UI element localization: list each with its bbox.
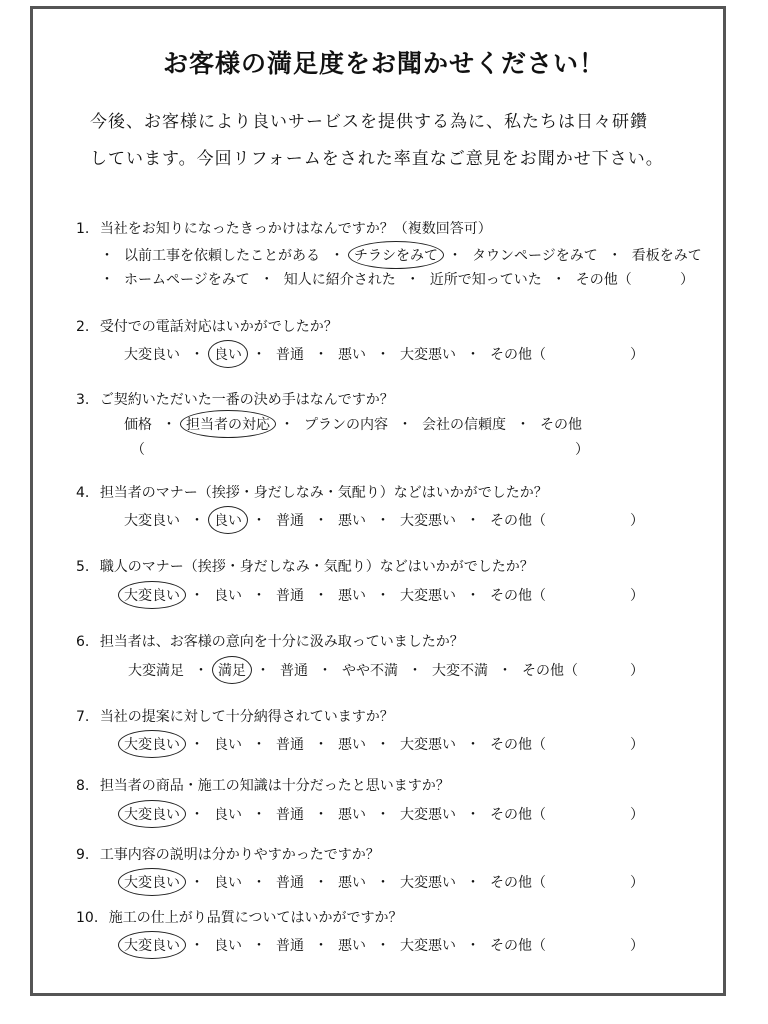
answer-option[interactable]: 大変悪い bbox=[400, 347, 456, 363]
question-9 bbox=[76, 844, 380, 864]
answer-row bbox=[124, 935, 556, 955]
separator: ・ bbox=[252, 938, 266, 954]
closing-paren: ） bbox=[630, 737, 644, 753]
answer-option[interactable]: 悪い bbox=[338, 737, 366, 753]
separator: ・ bbox=[314, 347, 328, 363]
answer-option-circled[interactable]: 大変良い bbox=[124, 734, 180, 754]
answer-option[interactable]: 悪い bbox=[338, 875, 366, 891]
answer-option[interactable]: 悪い bbox=[338, 588, 366, 604]
separator: ・ bbox=[194, 663, 208, 679]
separator: ・ bbox=[314, 938, 328, 954]
answer-option[interactable]: 普通 bbox=[280, 663, 308, 679]
question-3 bbox=[76, 389, 394, 409]
answer-option-circled[interactable]: 大変良い bbox=[124, 872, 180, 892]
closing-paren: ） bbox=[630, 588, 644, 604]
answer-option-circled[interactable]: 大変良い bbox=[124, 935, 180, 955]
survey-title: お客様の満足度をお聞かせください！ bbox=[162, 49, 605, 78]
answer-option[interactable]: その他 bbox=[540, 417, 582, 433]
answer-option[interactable]: その他（ bbox=[490, 588, 546, 604]
separator: ・ bbox=[466, 347, 480, 363]
closing-paren: ） bbox=[575, 442, 589, 458]
answer-option[interactable]: 普通 bbox=[276, 347, 304, 363]
answer-option[interactable]: 大変悪い bbox=[400, 513, 456, 529]
answer-option[interactable]: その他（ bbox=[490, 737, 546, 753]
answer-option-circled[interactable]: 良い bbox=[214, 344, 242, 364]
closing-paren: ） bbox=[630, 875, 644, 891]
answer-row bbox=[100, 245, 712, 265]
separator: ・ bbox=[190, 875, 204, 891]
separator: ・ bbox=[448, 248, 462, 264]
answer-row bbox=[124, 585, 556, 605]
answer-option[interactable]: 良い bbox=[214, 938, 242, 954]
answer-option[interactable]: ホームページをみて bbox=[124, 272, 250, 288]
answer-option-circled[interactable]: 担当者の対応 bbox=[186, 414, 270, 434]
separator: ・ bbox=[376, 737, 390, 753]
separator: ・ bbox=[256, 663, 270, 679]
question-2 bbox=[76, 316, 338, 336]
answer-option[interactable]: 知人に紹介された bbox=[283, 272, 396, 288]
question-number: 10. bbox=[76, 910, 103, 926]
separator: ・ bbox=[252, 737, 266, 753]
answer-option[interactable]: 大変良い bbox=[124, 513, 180, 529]
question-10 bbox=[76, 907, 402, 927]
separator: ・ bbox=[252, 807, 266, 823]
separator: ・ bbox=[314, 588, 328, 604]
separator: ・ bbox=[330, 248, 344, 264]
question-text: 担当者の商品・施工の知識は十分だったと思いますか？ bbox=[99, 778, 450, 794]
separator: ・ bbox=[408, 663, 422, 679]
answer-option[interactable]: 普通 bbox=[276, 938, 304, 954]
answer-option[interactable]: 以前工事を依頼したことがある bbox=[124, 248, 320, 264]
answer-row bbox=[131, 439, 155, 459]
answer-option[interactable]: その他（ bbox=[522, 663, 578, 679]
answer-option[interactable]: 良い bbox=[214, 807, 242, 823]
question-text: 職人のマナー（挨拶・身だしなみ・気配り）などはいかがでしたか？ bbox=[99, 559, 534, 575]
separator: ・ bbox=[466, 737, 480, 753]
question-1 bbox=[76, 218, 492, 238]
answer-option[interactable]: その他（ bbox=[490, 938, 546, 954]
separator: ・ bbox=[516, 417, 530, 433]
question-number: 8. bbox=[76, 778, 94, 794]
answer-option[interactable]: 普通 bbox=[276, 588, 304, 604]
separator: ・ bbox=[190, 347, 204, 363]
answer-option[interactable]: 大変悪い bbox=[400, 737, 456, 753]
separator: ・ bbox=[398, 417, 412, 433]
answer-option[interactable]: 悪い bbox=[338, 513, 366, 529]
separator: ・ bbox=[162, 417, 176, 433]
separator: ・ bbox=[252, 347, 266, 363]
question-text: 当社の提案に対して十分納得されていますか？ bbox=[99, 709, 394, 725]
answer-option[interactable]: 大変不満 bbox=[432, 663, 488, 679]
separator: ・ bbox=[466, 938, 480, 954]
answer-option-circled[interactable]: 満足 bbox=[218, 660, 246, 680]
separator: ・ bbox=[376, 875, 390, 891]
separator: ・ bbox=[252, 513, 266, 529]
question-number: 2. bbox=[76, 319, 94, 335]
separator: ・ bbox=[318, 663, 332, 679]
answer-option-circled[interactable]: チラシをみて bbox=[354, 245, 438, 265]
intro-line-2: しています。今回リフォームをされた率直なご意見をお聞かせ下さい。 bbox=[90, 149, 664, 169]
answer-option[interactable]: 普通 bbox=[276, 875, 304, 891]
answer-option[interactable]: 看板をみて bbox=[631, 248, 702, 264]
answer-option[interactable]: 良い bbox=[214, 737, 242, 753]
question-6 bbox=[76, 631, 464, 651]
answer-option[interactable]: 大変悪い bbox=[400, 807, 456, 823]
question-text: 施工の仕上がり品質についてはいかがですか？ bbox=[108, 910, 403, 926]
question-4 bbox=[76, 482, 548, 502]
question-7 bbox=[76, 706, 394, 726]
separator: ・ bbox=[314, 513, 328, 529]
question-8 bbox=[76, 775, 450, 795]
separator: ・ bbox=[376, 347, 390, 363]
question-number: 5. bbox=[76, 559, 94, 575]
separator: ・ bbox=[405, 272, 420, 288]
separator: ・ bbox=[252, 875, 266, 891]
question-text: 当社をお知りになったきっかけはなんですか？（複数回答可） bbox=[99, 221, 492, 237]
separator: ・ bbox=[280, 417, 294, 433]
answer-row bbox=[124, 510, 556, 530]
intro-line-1: 今後、お客様により良いサービスを提供する為に、私たちは日々研鑽 bbox=[90, 112, 648, 132]
answer-option[interactable]: その他（ bbox=[490, 347, 546, 363]
separator: ・ bbox=[376, 807, 390, 823]
answer-option[interactable]: 普通 bbox=[276, 807, 304, 823]
answer-option-circled[interactable]: 大変良い bbox=[124, 804, 180, 824]
answer-row bbox=[124, 804, 556, 824]
answer-option[interactable]: 悪い bbox=[338, 347, 366, 363]
separator: ・ bbox=[314, 807, 328, 823]
separator: ・ bbox=[100, 272, 114, 288]
answer-option[interactable]: 普通 bbox=[276, 737, 304, 753]
closing-paren: ） bbox=[630, 513, 644, 529]
answer-option[interactable]: 近所で知っていた bbox=[429, 272, 542, 288]
question-text: 担当者は、お客様の意向を十分に汲み取っていましたか？ bbox=[99, 634, 464, 650]
answer-row bbox=[100, 269, 642, 289]
answer-option[interactable]: その他（ bbox=[490, 875, 546, 891]
answer-option[interactable]: 大変良い bbox=[124, 347, 180, 363]
separator: ・ bbox=[466, 807, 480, 823]
separator: ・ bbox=[607, 248, 622, 264]
answer-row bbox=[124, 344, 556, 364]
closing-paren: ） bbox=[630, 807, 644, 823]
answer-option[interactable]: その他（ bbox=[490, 807, 546, 823]
separator: ・ bbox=[314, 737, 328, 753]
separator: ・ bbox=[252, 588, 266, 604]
separator: ・ bbox=[190, 588, 204, 604]
question-number: 4. bbox=[76, 485, 94, 501]
answer-option[interactable]: やや不満 bbox=[342, 663, 398, 679]
separator: ・ bbox=[376, 513, 390, 529]
answer-option[interactable]: 大変悪い bbox=[400, 875, 456, 891]
separator: ・ bbox=[259, 272, 274, 288]
separator: ・ bbox=[498, 663, 512, 679]
question-text: 工事内容の説明は分かりやすかったですか？ bbox=[99, 847, 380, 863]
question-5 bbox=[76, 556, 534, 576]
answer-option[interactable]: 会社の信頼度 bbox=[422, 417, 506, 433]
answer-option[interactable]: タウンページをみて bbox=[472, 248, 598, 264]
answer-option[interactable]: 悪い bbox=[338, 807, 366, 823]
answer-option[interactable]: （ bbox=[131, 442, 145, 458]
answer-row bbox=[124, 414, 592, 434]
separator: ・ bbox=[376, 938, 390, 954]
answer-option[interactable]: 大変満足 bbox=[128, 663, 184, 679]
separator: ・ bbox=[190, 807, 204, 823]
question-number: 3. bbox=[76, 392, 94, 408]
answer-option-circled[interactable]: 大変良い bbox=[124, 585, 180, 605]
answer-option[interactable]: 良い bbox=[214, 588, 242, 604]
answer-option[interactable]: 良い bbox=[214, 875, 242, 891]
separator: ・ bbox=[466, 588, 480, 604]
separator: ・ bbox=[466, 875, 480, 891]
closing-paren: ） bbox=[630, 938, 644, 954]
separator: ・ bbox=[314, 875, 328, 891]
answer-row bbox=[124, 872, 556, 892]
answer-option[interactable]: 大変悪い bbox=[400, 588, 456, 604]
answer-option[interactable]: その他（ bbox=[575, 272, 632, 288]
answer-option[interactable]: 価格 bbox=[124, 417, 152, 433]
answer-option[interactable]: その他（ bbox=[490, 513, 546, 529]
answer-option[interactable]: 大変悪い bbox=[400, 938, 456, 954]
question-text: 受付での電話対応はいかがでしたか？ bbox=[99, 319, 338, 335]
answer-option[interactable]: 普通 bbox=[276, 513, 304, 529]
closing-paren: ） bbox=[630, 663, 644, 679]
answer-option-circled[interactable]: 良い bbox=[214, 510, 242, 530]
question-number: 1. bbox=[76, 221, 94, 237]
answer-option[interactable]: 悪い bbox=[338, 938, 366, 954]
separator: ・ bbox=[551, 272, 566, 288]
closing-paren: ） bbox=[680, 272, 694, 288]
answer-row bbox=[124, 734, 556, 754]
separator: ・ bbox=[190, 737, 204, 753]
question-number: 6. bbox=[76, 634, 94, 650]
question-text: ご契約いただいた一番の決め手はなんですか？ bbox=[99, 392, 394, 408]
answer-row bbox=[128, 660, 588, 680]
closing-paren: ） bbox=[630, 347, 644, 363]
separator: ・ bbox=[376, 588, 390, 604]
question-number: 9. bbox=[76, 847, 94, 863]
separator: ・ bbox=[100, 248, 114, 264]
question-text: 担当者のマナー（挨拶・身だしなみ・気配り）などはいかがでしたか？ bbox=[99, 485, 548, 501]
question-number: 7. bbox=[76, 709, 94, 725]
separator: ・ bbox=[466, 513, 480, 529]
separator: ・ bbox=[190, 513, 204, 529]
separator: ・ bbox=[190, 938, 204, 954]
answer-option[interactable]: プランの内容 bbox=[304, 417, 388, 433]
